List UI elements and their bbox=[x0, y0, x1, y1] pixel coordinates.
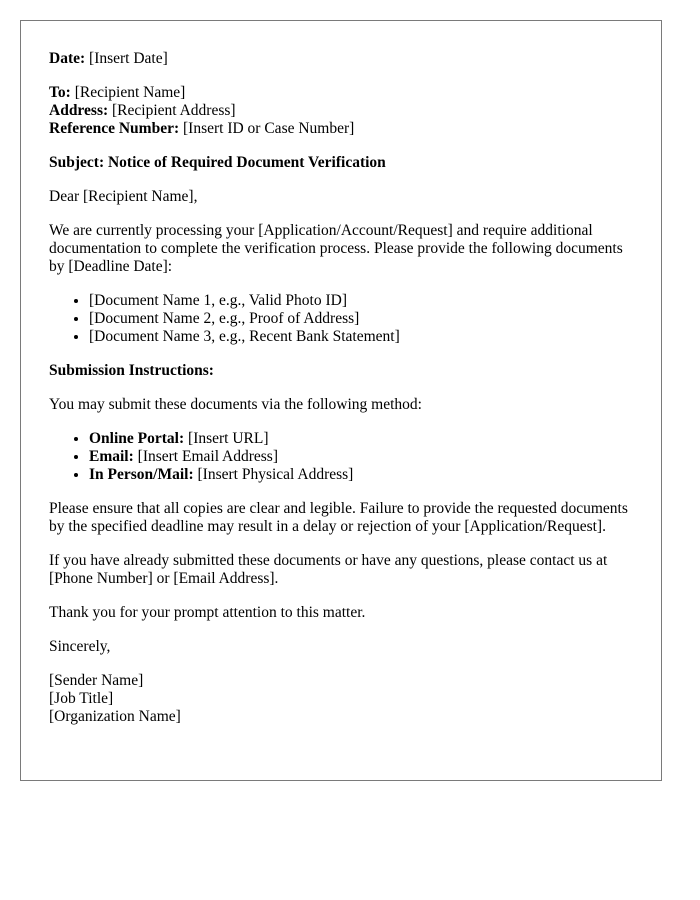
to-label: To: bbox=[49, 84, 71, 101]
address-line bbox=[49, 102, 633, 120]
instructions-heading bbox=[49, 362, 633, 380]
method-label: In Person/Mail: bbox=[89, 466, 194, 483]
date-value: [Insert Date] bbox=[89, 50, 168, 67]
list-item: • [Document Name 3, e.g., Recent Bank Statement] bbox=[89, 328, 633, 346]
address-value: [Recipient Address] bbox=[112, 102, 236, 119]
date-label: Date: bbox=[49, 50, 86, 67]
sender-title: [Job Title] bbox=[49, 690, 114, 707]
contact-paragraph: If you have already submitted these documents or have any questions, please contact us at [Phone Number] or [Email Address]. bbox=[49, 552, 608, 587]
to-line bbox=[49, 84, 633, 102]
sender-name: [Sender Name] bbox=[49, 672, 144, 689]
list-item bbox=[89, 466, 633, 484]
instructions-heading-text: Submission Instructions: bbox=[49, 362, 214, 379]
address-label: Address: bbox=[49, 102, 109, 119]
method-value: [Insert URL] bbox=[188, 430, 269, 447]
method-label: Email: bbox=[89, 448, 134, 465]
method-value: [Insert Physical Address] bbox=[197, 466, 354, 483]
thanks-paragraph: Thank you for your prompt attention to this matter. bbox=[49, 604, 366, 621]
date-line bbox=[49, 50, 633, 68]
list-item: • [Document Name 2, e.g., Proof of Address] bbox=[89, 310, 633, 328]
method-value: [Insert Email Address] bbox=[137, 448, 278, 465]
reference-line bbox=[49, 120, 633, 138]
reference-label: Reference Number: bbox=[49, 120, 180, 137]
list-item bbox=[89, 448, 633, 466]
list-item bbox=[89, 430, 633, 448]
to-value: [Recipient Name] bbox=[74, 84, 186, 101]
subject-text: Subject: Notice of Required Document Verification bbox=[49, 154, 386, 171]
method-label: Online Portal: bbox=[89, 430, 185, 447]
signature-block bbox=[49, 672, 633, 726]
intro-paragraph: We are currently processing your [Application/Account/Request] and require additional documentation to complete the verification process. Please provide the following documents by [Deadline Date]: bbox=[49, 222, 623, 275]
submission-method-list bbox=[49, 430, 633, 484]
subject-line bbox=[49, 154, 633, 172]
recipient-block bbox=[49, 84, 633, 138]
notice-paragraph: Please ensure that all copies are clear and legible. Failure to provide the requested documents by the specified deadline may result in a delay or rejection of your [Application/Request]. bbox=[49, 500, 628, 535]
methods-intro: You may submit these documents via the following method: bbox=[49, 396, 422, 413]
letter-page bbox=[20, 20, 662, 781]
greeting: Dear [Recipient Name], bbox=[49, 188, 198, 205]
closing: Sincerely, bbox=[49, 638, 111, 655]
document-list bbox=[49, 292, 633, 346]
list-item: • [Document Name 1, e.g., Valid Photo ID] bbox=[89, 292, 633, 310]
sender-organization: [Organization Name] bbox=[49, 708, 181, 725]
reference-value: [Insert ID or Case Number] bbox=[183, 120, 355, 137]
